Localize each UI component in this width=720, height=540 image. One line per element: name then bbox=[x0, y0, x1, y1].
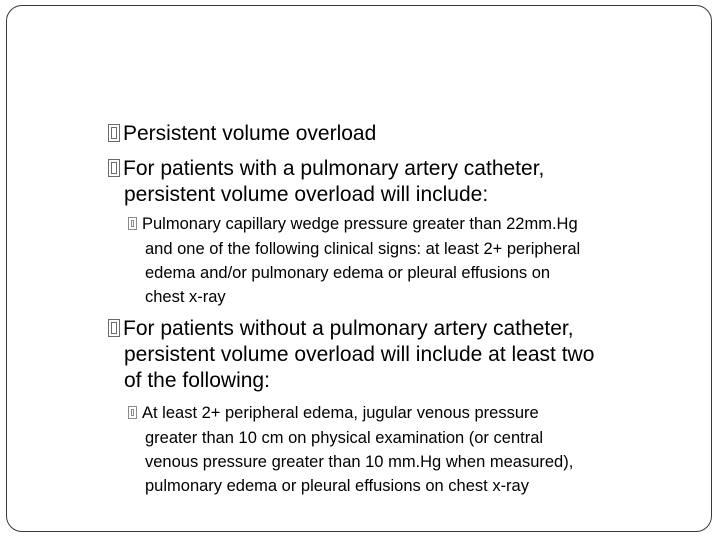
section-1-line-2: persistent volume overload will include: bbox=[124, 183, 489, 206]
bullet-icon bbox=[108, 319, 120, 337]
heading-text: Persistent volume overload bbox=[123, 122, 377, 145]
section-2-detail-line-4: pulmonary edema or pleural effusions on chest x-ray bbox=[145, 477, 529, 495]
section-1-detail-line-2: and one of the following clinical signs: at least 2+ peripheral bbox=[145, 240, 581, 258]
bullet-icon bbox=[108, 124, 120, 142]
section-2-detail-line-3: venous pressure greater than 10 mm.Hg when measured), bbox=[145, 453, 574, 471]
section-1-detail-line-1: Pulmonary capillary wedge pressure greater than 22mm.Hg bbox=[142, 215, 578, 233]
section-1-detail-line-3: edema and/or pulmonary edema or pleural effusions on bbox=[145, 264, 551, 282]
section-2-line-2: persistent volume overload will include at least two bbox=[124, 343, 595, 366]
section-1-line-1: For patients with a pulmonary artery catheter, bbox=[123, 157, 545, 180]
section-2-line-1: For patients without a pulmonary artery catheter, bbox=[123, 317, 574, 340]
section-2-detail-line-1: At least 2+ peripheral edema, jugular venous pressure bbox=[142, 404, 539, 422]
section-2-detail-bullet bbox=[128, 403, 539, 424]
section-2-line-3: of the following: bbox=[124, 369, 270, 392]
section-1-bullet bbox=[108, 156, 544, 182]
section-1-detail-line-4: chest x-ray bbox=[145, 288, 226, 306]
section-1-detail-bullet bbox=[128, 214, 578, 235]
section-2-detail-line-2: greater than 10 cm on physical examination (or central bbox=[145, 429, 544, 447]
section-2-bullet bbox=[108, 316, 574, 342]
bullet-icon bbox=[128, 406, 137, 419]
bullet-icon bbox=[128, 217, 137, 230]
bullet-icon bbox=[108, 159, 120, 177]
heading-bullet bbox=[108, 120, 376, 148]
